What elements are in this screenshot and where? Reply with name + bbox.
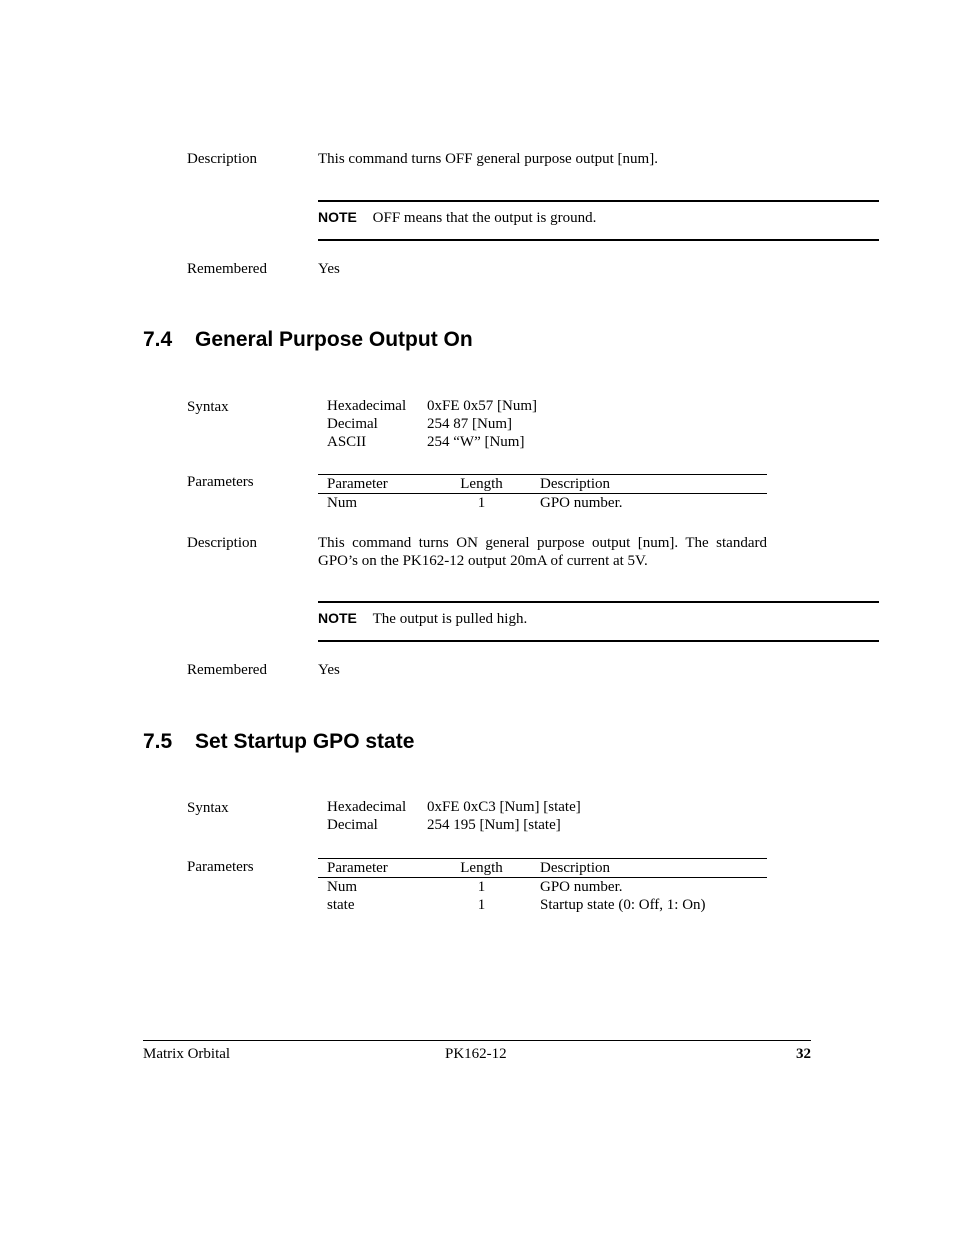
syntax-row [327,397,537,415]
syntax-key: Hexadecimal [327,398,407,414]
syntax-row [327,816,581,834]
cell-description: GPO number. [540,879,623,895]
col-header-description: Description [540,476,610,492]
note-top-rule [318,601,879,603]
syntax-key: ASCII [327,434,367,450]
cell-parameter: Num [327,879,357,895]
table-row [318,494,767,513]
remembered-value: Yes [318,261,340,277]
cell-parameter: Num [327,495,357,511]
col-header-parameter: Parameter [327,860,388,876]
table-row [318,896,767,914]
cell-length: 1 [477,897,486,913]
section-number: 7.5 [143,730,173,753]
section-title: Set Startup GPO state [195,730,415,753]
syntax-value: 254 “W” [Num] [427,434,525,450]
syntax-block [327,798,581,834]
syntax-key: Decimal [327,817,378,833]
syntax-row [327,798,581,816]
parameters-label: Parameters [187,474,254,490]
footer-center: PK162-12 [445,1046,507,1062]
cell-description: GPO number. [540,495,623,511]
parameters-table-wrap [318,858,767,914]
syntax-row [327,415,537,433]
remembered-value: Yes [318,662,340,678]
table-row [318,878,767,897]
remembered-label: Remembered [187,261,267,277]
note [318,609,527,628]
remembered-label: Remembered [187,662,267,678]
cell-description: Startup state (0: Off, 1: On) [540,897,706,913]
syntax-row [327,433,537,451]
col-header-parameter: Parameter [327,476,388,492]
parameters-table [318,474,767,512]
syntax-value: 254 87 [Num] [427,416,512,432]
parameters-label: Parameters [187,859,254,875]
section-heading-7-5 [143,729,414,755]
section-heading-7-4 [143,327,473,353]
section-title: General Purpose Output On [195,328,473,351]
cell-parameter: state [327,897,355,913]
section-number: 7.4 [143,328,173,351]
syntax-key: Hexadecimal [327,799,407,815]
col-header-length: Length [460,476,503,492]
col-header-length: Length [460,860,503,876]
syntax-label: Syntax [187,399,229,415]
description-text: This command turns OFF general purpose output [num]. [318,151,658,167]
note-text: The output is pulled high. [372,611,528,627]
syntax-label: Syntax [187,800,229,816]
note-top-rule [318,200,879,202]
note-bottom-rule [318,640,879,642]
note-label: NOTE [318,209,357,225]
cell-length: 1 [477,495,486,511]
col-header-description: Description [540,860,610,876]
footer-rule [143,1040,811,1041]
syntax-value: 0xFE 0x57 [Num] [427,398,537,414]
note-label: NOTE [318,610,357,626]
description-text: This command turns ON general purpose output [num]. The standard GPO’s on the PK162-12 output 20mA of current at 5V. [318,535,767,569]
note [318,208,596,227]
footer-left: Matrix Orbital [143,1046,231,1062]
description-label: Description [187,535,257,551]
syntax-key: Decimal [327,416,378,432]
parameters-table-wrap [318,474,767,512]
cell-length: 1 [477,879,486,895]
syntax-value: 0xFE 0xC3 [Num] [state] [427,799,581,815]
syntax-block [327,397,537,451]
description-label: Description [187,151,257,167]
page-number: 32 [796,1046,811,1062]
note-text: OFF means that the output is ground. [372,210,597,226]
note-bottom-rule [318,239,879,241]
parameters-table [318,858,767,914]
syntax-value: 254 195 [Num] [state] [427,817,561,833]
